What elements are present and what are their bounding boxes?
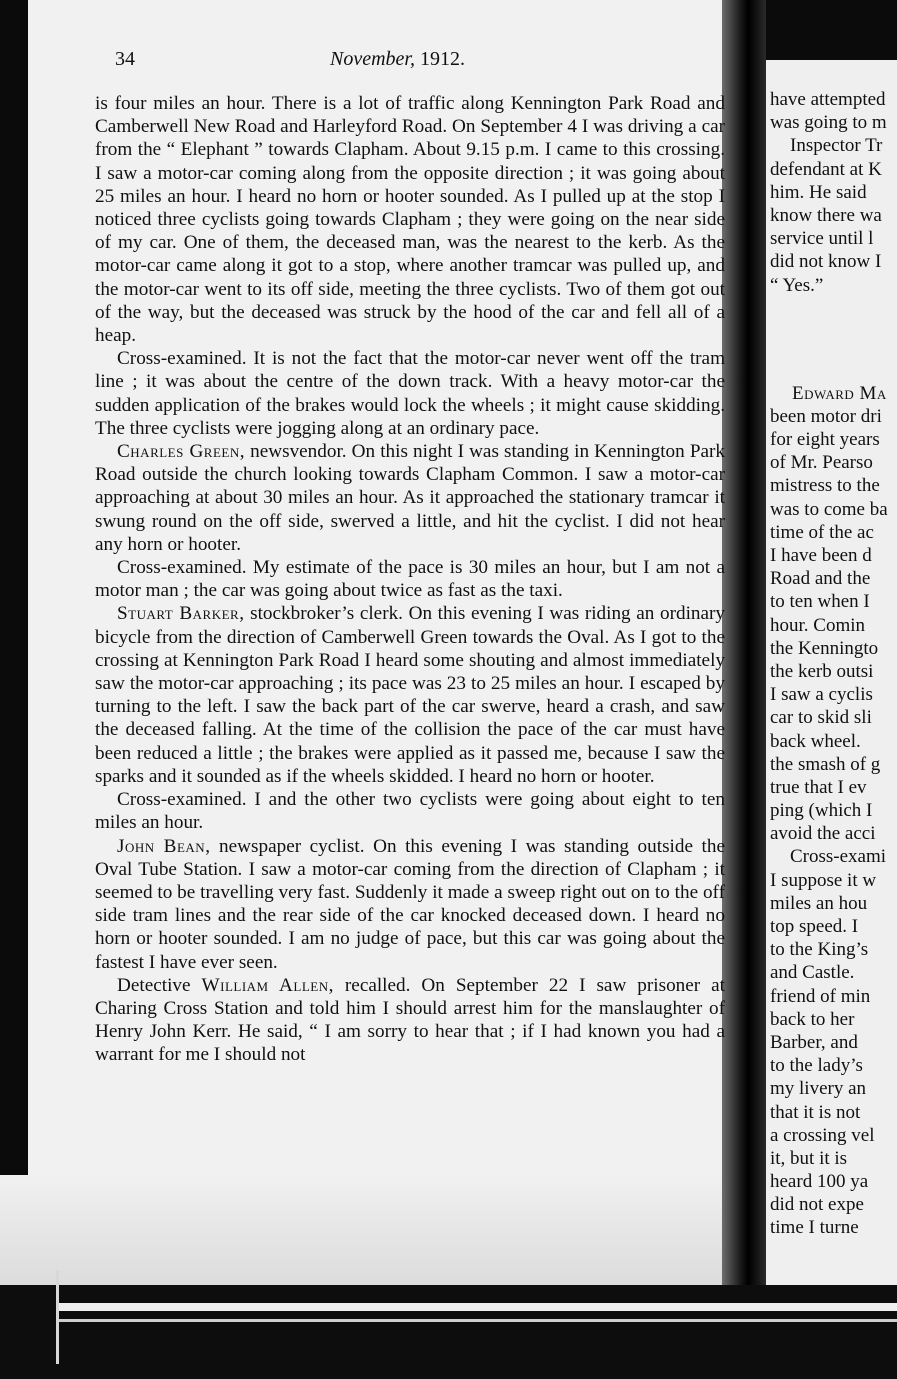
right-line: heard 100 ya: [770, 1171, 869, 1193]
paragraph-text: is four miles an hour. There is a lot of traffic along Kennington Park Road and Camberwell New Road and Harleyford Road. On September 4 I was driving a car from the “ Elephant ” towards Clapham. About 9.15 p.m. I came to this crossing. I saw a motor-car coming along from the opposite direction ; it was going about 25 miles an hour. I heard no horn or hooter sounded. As I pulled up at the stop I noticed three cyclists going towards Clapham ; they were going on the near side of my car. One of them, the deceased man, was the nearest to the kerb. As the motor-car came along it got to a stop, where another tramcar was pulled up, and the motor-car went to its off side, meeting the three cyclists. Two of them got out of the way, but the deceased was struck by the hood of the car and fell all of a heap.: [95, 93, 725, 347]
paragraph-text: newsvendor. On this night I was standing in Kennington Park Road outside the church looking towards Clapham Common. I saw a motor-car approaching at about 30 miles an hour. As it approached the stationary tramcar it swung round on the off side, swerved a little, and hit the cyclist. I did not hear any horn or hooter.: [95, 441, 725, 555]
page-header: [115, 48, 725, 76]
paragraph: [95, 556, 725, 602]
paragraph: [95, 347, 725, 440]
right-line: defendant at K: [770, 158, 882, 180]
paragraph-text: newspaper cyclist. On this evening I was standing outside the Oval Tube Station. I saw a motor-car coming from the direction of Clapham ; it seemed to be travelling very fast. Suddenly it made a sweep right out on to the off side tram lines and the rear side of the car knocked deceased down. I heard no horn or hooter sounded. I am no judge of pace, but this car was going about the fastest I have ever seen.: [95, 835, 725, 973]
right-line: a crossing vel: [770, 1124, 875, 1146]
paragraph-text: Cross-examined. I and the other two cyclists were going about eight to ten miles an hour.: [95, 789, 725, 834]
right-line: have attempted: [770, 89, 886, 110]
paragraph-text: recalled. On September 22 I saw prisoner at Charing Cross Station and told him I should arrest him for the manslaughter of Henry John Kerr. He said, “ I am sorry to hear that ; if I had known you had a warrant for me I should not: [95, 974, 726, 1066]
right-line: and Castle.: [770, 962, 855, 984]
paragraph-text: Cross-examined. My estimate of the pace is 30 miles an hour, but I am not a motor man ; the car was going about twice as fast as the taxi.: [95, 557, 725, 602]
right-line: mistress to the: [770, 475, 880, 497]
book-gutter: [722, 0, 766, 1285]
paragraph: [95, 440, 725, 556]
right-line: Inspector Tr: [790, 135, 883, 157]
paragraph: [95, 92, 725, 347]
right-line: been motor dri: [770, 405, 882, 427]
paragraph-text: Cross-examined. It is not the fact that the motor-car never went off the tram line ; it was about the centre of the down track. With a heavy motor-car the sudden application of the brakes would lock the wheels ; it might cause skidding. The three cyclists were jogging along at an ordinary pace.: [95, 348, 725, 439]
right-line: I suppose it w: [770, 869, 877, 891]
right-line: “ Yes.”: [770, 274, 824, 296]
witness-title: Detective: [117, 974, 202, 996]
right-line: service until l: [770, 228, 874, 250]
right-line: Cross-exami: [790, 846, 887, 868]
right-line: the Kenningto: [770, 637, 879, 659]
right-line: him. He said: [770, 181, 867, 203]
right-line: did not know I: [770, 251, 882, 273]
right-line: friend of min: [770, 985, 871, 1007]
witness-name: William Allen,: [201, 974, 334, 996]
paragraph-text: stockbroker’s clerk. On this evening I was riding an ordinary bicycle from the direction of Camberwell Green towards the Oval. As I got to the crossing at Kennington Park Road I heard some shouting and almost immediately saw the motor-car approaching ; its pace was 23 to 25 miles an hour. I escaped by turning to the left. I saw the back part of the car swerve, heard a crash, and saw the deceased falling. At the time of the collision the pace of the car must have been reduced a little ; the brakes were applied as it passed me, because I saw the sparks and it sounded as if the wheels skidded. I heard no horn or hooter.: [95, 603, 725, 787]
right-paragraph-gap: [770, 297, 897, 382]
right-line: Road and the: [770, 568, 871, 590]
paragraph: [95, 788, 725, 834]
right-line: back to her: [770, 1008, 855, 1030]
right-line: Edward Ma: [792, 382, 887, 404]
paragraph: [95, 602, 725, 788]
right-line: was to come ba: [770, 498, 888, 520]
paragraph: [95, 835, 725, 974]
right-line: for eight years: [770, 429, 880, 451]
right-line: my livery an: [770, 1078, 867, 1100]
page-edge-vertical: [56, 1270, 59, 1364]
page-number: 34: [115, 48, 135, 70]
right-line: ping (which I: [770, 800, 873, 822]
main-text-column: [95, 92, 725, 1067]
right-line: of Mr. Pearso: [770, 452, 873, 474]
right-line: it, but it is: [770, 1147, 848, 1169]
right-line: hour. Comin: [770, 614, 866, 636]
witness-name: John Bean,: [117, 835, 211, 857]
right-line: true that I ev: [770, 776, 867, 798]
page-edge-stripe: [56, 1319, 897, 1322]
right-line: time of the ac: [770, 521, 874, 543]
witness-name: Charles Green,: [117, 441, 246, 463]
running-head-month: November,: [330, 48, 415, 70]
right-line: car to skid sli: [770, 707, 872, 729]
right-line: I have been d: [770, 545, 872, 566]
right-line: to the lady’s: [770, 1055, 863, 1077]
running-head-year: 1912.: [419, 48, 465, 70]
right-line: know there wa: [770, 204, 882, 226]
right-line: to the King’s: [770, 939, 869, 961]
right-line: avoid the acci: [770, 823, 876, 845]
right-line: back wheel.: [770, 730, 861, 752]
right-line: Barber, and: [770, 1031, 858, 1053]
right-line: that it is not: [770, 1101, 861, 1123]
page-edge-stripe: [56, 1303, 897, 1311]
running-head: [330, 48, 465, 71]
right-line: top speed. I: [770, 916, 859, 937]
right-line: was going to m: [770, 112, 887, 134]
right-page-text: [770, 88, 897, 1240]
right-page: [766, 60, 897, 1285]
paragraph: [95, 974, 725, 1067]
right-line: the kerb outsi: [770, 660, 874, 682]
right-line: time I turne: [770, 1217, 859, 1239]
scan-bottom-edge: [0, 1285, 897, 1379]
witness-name: Stuart Barker,: [117, 603, 245, 625]
right-line: the smash of g: [770, 753, 881, 775]
right-line: did not expe: [770, 1194, 864, 1216]
right-line: miles an hou: [770, 892, 868, 914]
right-line: I saw a cyclis: [770, 684, 873, 706]
right-line: to ten when I: [770, 591, 870, 613]
